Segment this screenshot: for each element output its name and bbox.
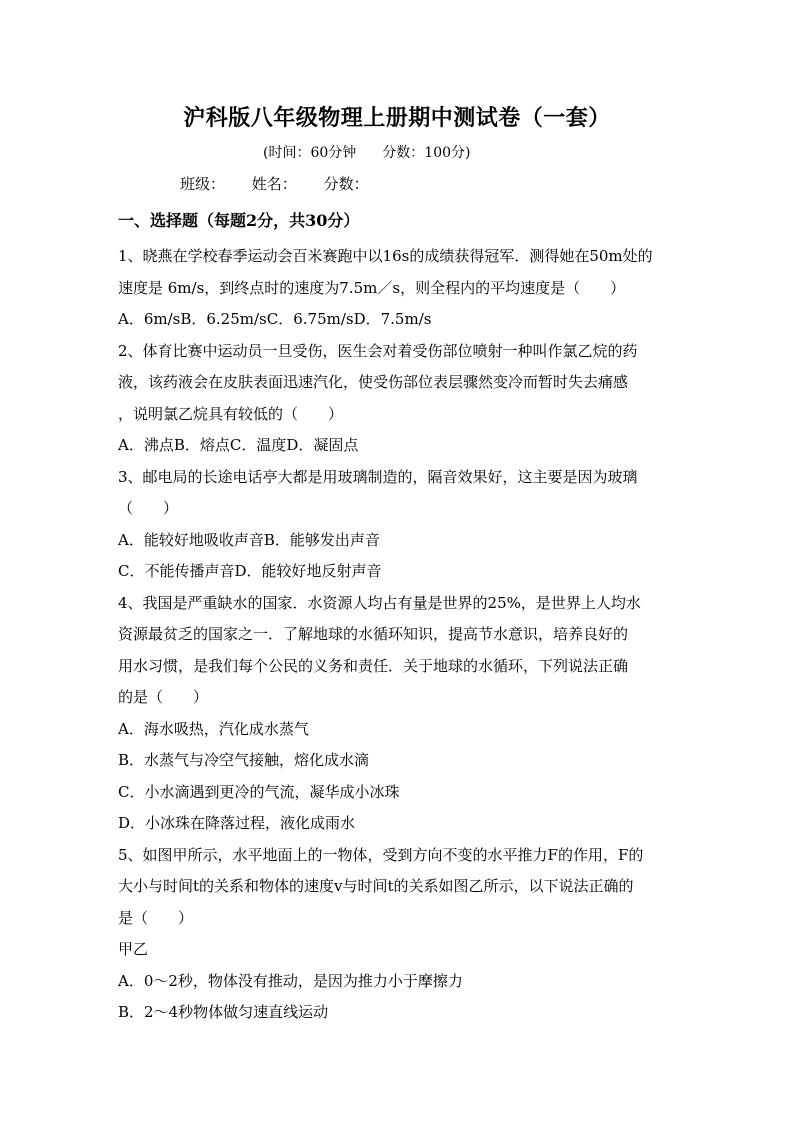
name-label: 姓名： [251, 175, 297, 193]
option-line: B．水蒸气与冷空气接触，熔化成水滴 [118, 751, 370, 769]
exam-time: (时间：60分钟 [263, 145, 357, 161]
figure-caption: 甲乙 [118, 940, 149, 958]
text-line: 速度是 6m/s，到终点时的速度为7.5m／s，则全程内的平均速度是（ ） [118, 278, 626, 297]
text-line: 液，该药液会在皮肤表面迅速汽化，使受伤部位表层骤然变冷而暂时失去痛感 [118, 373, 629, 391]
text-line: 资源最贫乏的国家之一．了解地球的水循环知识，提高节水意识，培养良好的 [118, 625, 629, 643]
option-line: D．小冰珠在降落过程，液化成雨水 [118, 814, 356, 832]
text-line: 5、如图甲所示，水平地面上的一物体，受到方向不变的水平推力F的作用，F的 [118, 845, 644, 864]
option-line: A．能较好地吸收声音B．能够发出声音 [118, 530, 380, 549]
option-line: A．6m/sB．6.25m/sC．6.75m/sD．7.5m/s [118, 310, 432, 328]
option-line: A．0～2秒，物体没有推动，是因为推力小于摩擦力 [118, 971, 463, 990]
text-line: 3、邮电局的长途电话亭大都是用玻璃制造的，隔音效果好，这主要是因为玻璃 [118, 467, 638, 486]
student-info [180, 173, 391, 195]
option-line: A．沸点B．熔点C．温度D．凝固点 [118, 436, 359, 454]
section-heading: 一、选择题（每题2分，共30分） [118, 211, 360, 230]
text-line: 4、我国是严重缺水的国家．水资源人均占有量是世界的25%，是世界上人均水 [118, 593, 641, 612]
option-line: A．海水吸热，汽化成水蒸气 [118, 719, 309, 738]
score-label: 分数： [323, 175, 369, 193]
text-line: 是（ ） [118, 908, 194, 927]
class-label: 班级： [180, 175, 226, 193]
text-line: 1、晓燕在学校春季运动会百米赛跑中以16s的成绩获得冠军．测得她在50m处的 [118, 247, 653, 265]
option-line: C．小水滴遇到更冷的气流，凝华成小冰珠 [118, 782, 400, 801]
question-body [118, 241, 678, 1029]
exam-total-score: 分数：100分) [382, 145, 471, 161]
text-line: ，说明氯乙烷具有较低的（ ） [118, 404, 344, 423]
option-line: B．2～4秒物体做匀速直线运动 [118, 1003, 329, 1021]
text-line: 2、体育比赛中运动员一旦受伤，医生会对着受伤部位喷射一种叫作氯乙烷的药 [118, 341, 638, 360]
page-title: 沪科版八年级物理上册期中测试卷（一套） [183, 105, 611, 131]
text-line: 用水习惯，是我们每个公民的义务和责任．关于地球的水循环，下列说法正确 [118, 656, 629, 675]
text-line: （ ） [118, 499, 179, 517]
text-line: 大小与时间t的关系和物体的速度v与时间t的关系如图乙所示，以下说法正确的 [118, 877, 634, 895]
option-line: C．不能传播声音D．能较好地反射声音 [118, 562, 382, 580]
text-line: 的是（ ） [118, 688, 209, 706]
exam-info [263, 142, 470, 164]
